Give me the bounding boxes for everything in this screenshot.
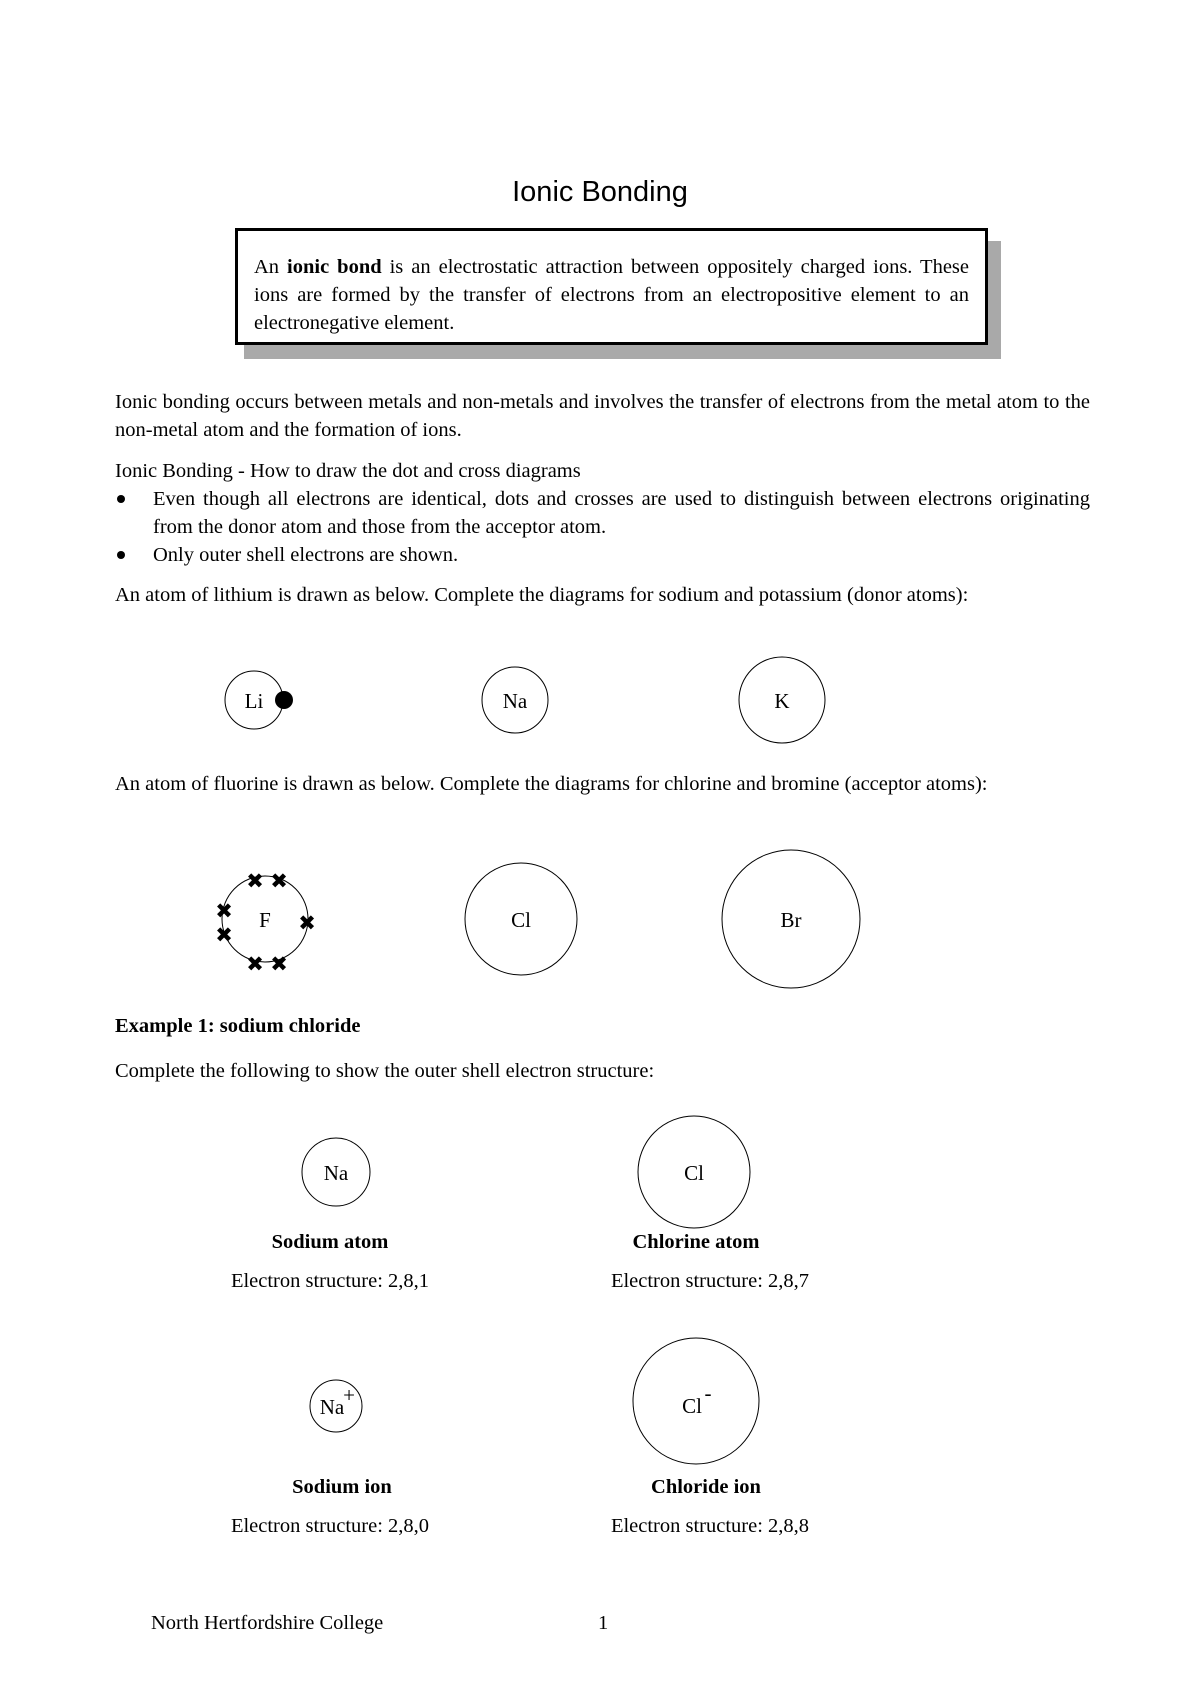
- bromine-symbol: Br: [780, 908, 802, 932]
- example-sodium-symbol: Na: [323, 1161, 349, 1185]
- cross-icon: ✖: [270, 952, 288, 976]
- footer-college: North Hertfordshire College: [151, 1612, 384, 1634]
- cross-icon: ✖: [298, 911, 316, 935]
- fluorine-symbol: F: [259, 908, 271, 932]
- lithium-atom-diagram: [225, 671, 293, 729]
- sodium-ion-structure: Electron structure: 2,8,0: [230, 1515, 430, 1537]
- example-sodium-atom: [302, 1138, 370, 1206]
- example-chlorine-atom: [638, 1116, 750, 1228]
- chlorine-atom-structure: Electron structure: 2,8,7: [610, 1270, 810, 1292]
- example-heading: Example 1: sodium chloride: [115, 1015, 361, 1037]
- bullet-text: Even though all electrons are identical, dots and crosses are used to distinguish between electrons originating from the donor atom and those from the acceptor atom.: [153, 488, 1090, 538]
- donor-instruction: An atom of lithium is drawn as below. Complete the diagrams for sodium and potassium (donor atoms):: [115, 584, 969, 606]
- chloride-ion-symbol: Cl: [682, 1394, 702, 1418]
- definition-term: ionic bond: [287, 256, 382, 278]
- bullet-text: Only outer shell electrons are shown.: [153, 544, 459, 566]
- sodium-ion-charge: +: [343, 1383, 355, 1407]
- chlorine-atom-label: Chlorine atom: [632, 1231, 760, 1253]
- chlorine-atom-diagram: [465, 863, 577, 975]
- intro-paragraph: Ionic bonding occurs between metals and non-metals and involves the transfer of electrons from the metal atom to the non-metal atom and the formation of ions.: [115, 391, 1090, 441]
- lithium-electron-dot: [275, 691, 293, 709]
- cross-icon: ✖: [270, 869, 288, 893]
- definition-prefix: An: [254, 256, 280, 278]
- fluorine-atom-diagram: [215, 869, 316, 976]
- potassium-atom-diagram: [739, 657, 825, 743]
- cross-icon: ✖: [215, 923, 233, 947]
- footer-page-number: 1: [598, 1612, 609, 1634]
- cross-icon: ✖: [246, 952, 264, 976]
- sodium-ion-label: Sodium ion: [292, 1476, 392, 1498]
- chloride-ion-charge: -: [704, 1381, 712, 1405]
- example-instruction: Complete the following to show the outer shell electron structure:: [115, 1060, 655, 1082]
- chloride-ion-structure: Electron structure: 2,8,8: [610, 1515, 810, 1537]
- page-title: Ionic Bonding: [512, 176, 688, 208]
- sodium-atom-label: Sodium atom: [271, 1231, 389, 1253]
- acceptor-instruction: An atom of fluorine is drawn as below. Complete the diagrams for chlorine and bromine (acceptor atoms):: [115, 773, 988, 795]
- example-chlorine-symbol: Cl: [684, 1161, 704, 1185]
- chlorine-symbol: Cl: [511, 908, 531, 932]
- chloride-ion-label: Chloride ion: [651, 1476, 761, 1498]
- sodium-ion-symbol: Na: [319, 1395, 345, 1419]
- definition-text: is an electrostatic attraction between oppositely charged ions. These ions are formed by the transfer of electrons from an electropositive element to an electronegative element.: [254, 256, 969, 334]
- cross-icon: ✖: [215, 899, 233, 923]
- lithium-symbol: Li: [244, 689, 264, 713]
- howto-heading: Ionic Bonding - How to draw the dot and cross diagrams: [115, 460, 581, 482]
- cross-icon: ✖: [246, 869, 264, 893]
- bromine-atom-diagram: [722, 850, 860, 988]
- sodium-symbol: Na: [502, 689, 528, 713]
- sodium-atom-diagram: [482, 667, 548, 733]
- example-sodium-ion: [310, 1380, 362, 1432]
- potassium-symbol: K: [774, 689, 790, 713]
- sodium-atom-structure: Electron structure: 2,8,1: [230, 1270, 430, 1292]
- example-chloride-ion: [633, 1338, 759, 1464]
